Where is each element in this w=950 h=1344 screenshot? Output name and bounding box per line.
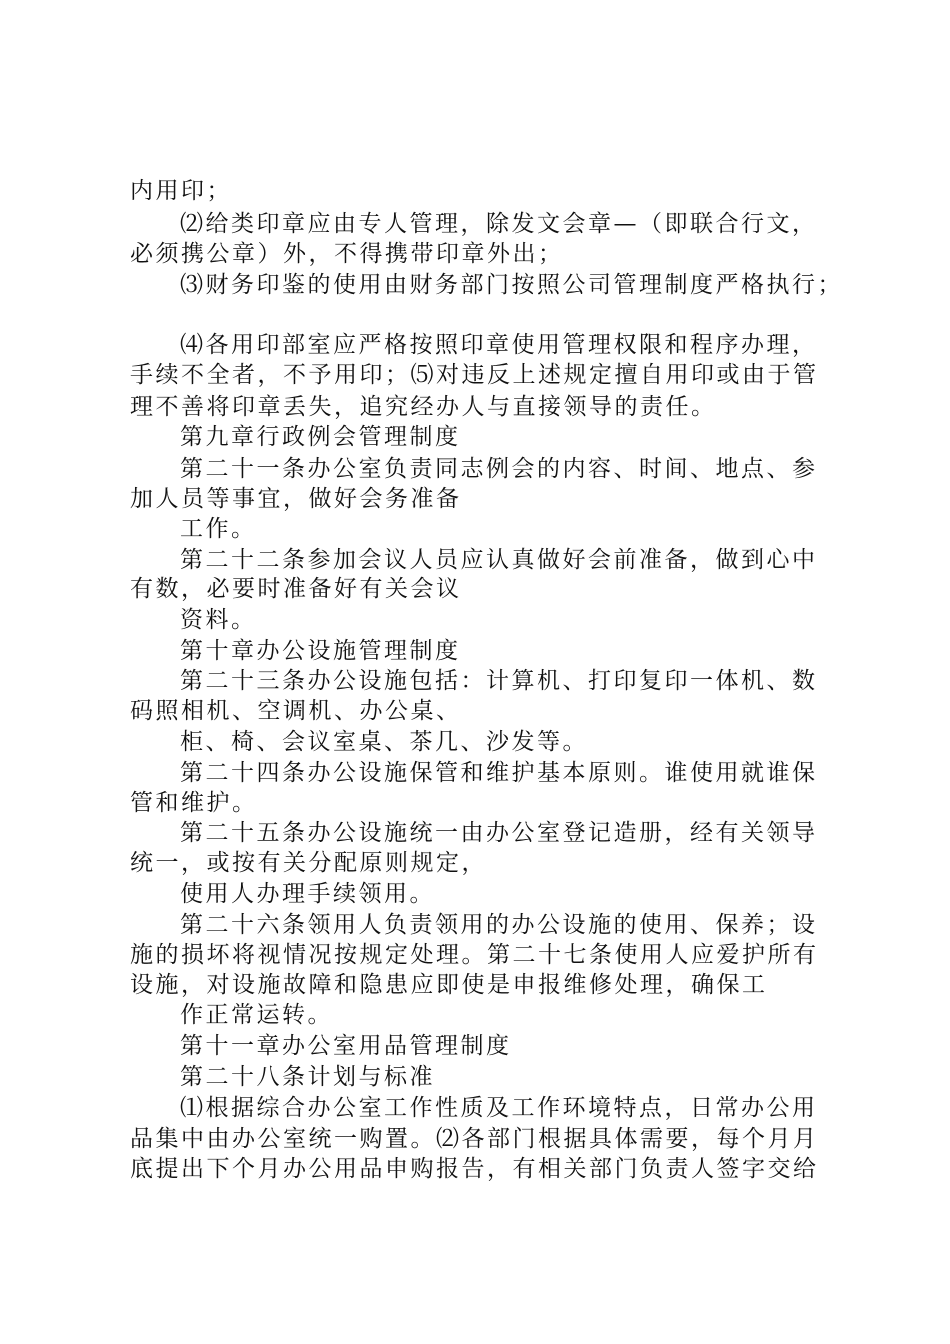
text-line: 统一，或按有关分配原则规定， bbox=[130, 850, 487, 876]
text-line: 第二十六条领用人负责领用的办公设施的使用、保养；设 bbox=[180, 912, 818, 938]
text-line: 码照相机、空调机、办公桌、 bbox=[130, 698, 462, 724]
text-line: 内用印； bbox=[130, 178, 232, 204]
section-heading: 第十章办公设施管理制度 bbox=[180, 638, 461, 664]
text-line: 手续不全者，不予用印；⑸对违反上述规定擅自用印或由于管 bbox=[130, 362, 819, 388]
text-line: 柜、椅、会议室桌、茶几、沙发等。 bbox=[180, 729, 588, 755]
text-line: 有数，必要时准备好有关会议 bbox=[130, 576, 462, 602]
text-line: 设施，对设施故障和隐患应即使是申报维修处理，确保工 bbox=[130, 972, 768, 998]
text-line: 第二十五条办公设施统一由办公室登记造册，经有关领导 bbox=[180, 820, 818, 846]
text-line: 底提出下个月办公用品申购报告，有相关部门负责人签字交给 bbox=[130, 1156, 819, 1182]
section-heading: 第九章行政例会管理制度 bbox=[180, 424, 461, 450]
text-line: 品集中由办公室统一购置。⑵各部门根据具体需要，每个月月 bbox=[130, 1126, 819, 1152]
section-heading: 第十一章办公室用品管理制度 bbox=[180, 1033, 512, 1059]
text-line: 第二十三条办公设施包括：计算机、打印复印一体机、数 bbox=[180, 668, 818, 694]
text-line: 管和维护。 bbox=[130, 790, 258, 816]
text-line: 第二十二条参加会议人员应认真做好会前准备，做到心中 bbox=[180, 547, 818, 573]
text-line: 必须携公章）外，不得携带印章外出； bbox=[130, 241, 564, 267]
text-line: 第二十一条办公室负责同志例会的内容、时间、地点、参 bbox=[180, 456, 818, 482]
text-line: 理不善将印章丢失，追究经办人与直接领导的责任。 bbox=[130, 394, 717, 420]
text-line: 第二十四条办公设施保管和维护基本原则。谁使用就谁保 bbox=[180, 760, 818, 786]
text-line: ⑴根据综合办公室工作性质及工作环境特点，日常办公用 bbox=[180, 1095, 818, 1121]
text-line: 第二十八条计划与标准 bbox=[180, 1064, 435, 1090]
text-line: 使用人办理手续领用。 bbox=[180, 881, 435, 907]
text-line: 加人员等事宜，做好会务准备 bbox=[130, 486, 462, 512]
text-line: 施的损坏将视情况按规定处理。第二十七条使用人应爱护所有 bbox=[130, 942, 819, 968]
text-line: 工作。 bbox=[180, 516, 257, 542]
text-line: ⑶财务印鉴的使用由财务部门按照公司管理制度严格执行； bbox=[180, 272, 843, 298]
text-line: 资料。 bbox=[180, 607, 257, 633]
text-line: 作正常运转。 bbox=[180, 1002, 333, 1028]
text-line: ⑵给类印章应由专人管理，除发文会章—（即联合行文， bbox=[180, 211, 818, 237]
text-line: ⑷各用印部室应严格按照印章使用管理权限和程序办理， bbox=[180, 332, 818, 358]
